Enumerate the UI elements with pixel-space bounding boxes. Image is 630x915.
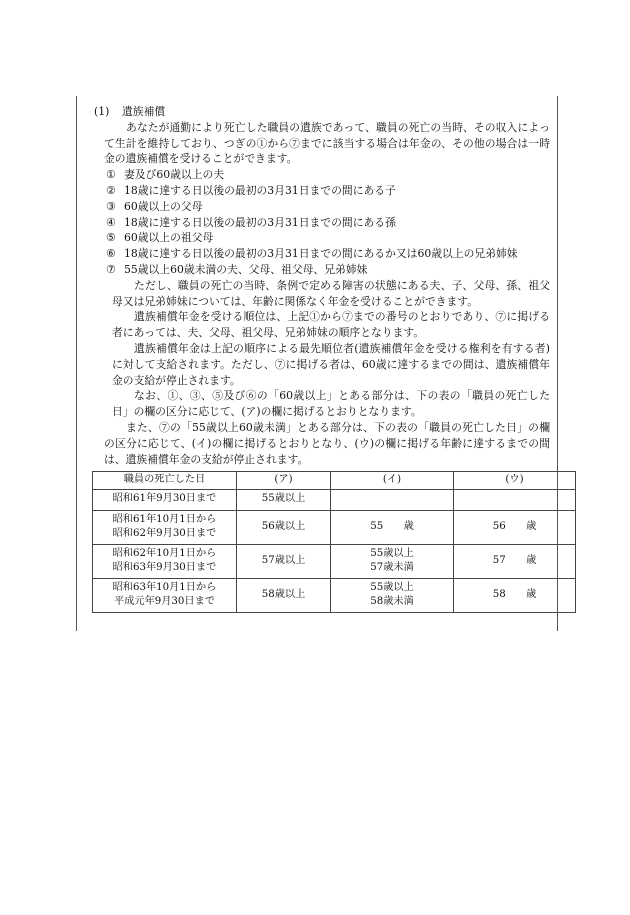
col-a-cell: 56歳以上 bbox=[237, 510, 331, 544]
table-row bbox=[93, 544, 576, 578]
table-row bbox=[93, 578, 576, 612]
intro-paragraph: あなたが通勤により死亡した職員の遺族であって、職員の死亡の当時、その収入によって生計を維持しており、つぎの①から⑦までに該当する場合は年金の、その他の場合は一時金の遺族補償を受けることができます。 bbox=[104, 120, 550, 166]
col-i-cell: 55歳以上 57歳未満 bbox=[331, 544, 454, 578]
date-cell: 昭和62年10月1日から 昭和63年9月30日まで bbox=[93, 544, 237, 578]
date-cell: 昭和63年10月1日から 平成元年9月30日まで bbox=[93, 578, 237, 612]
col-i-cell: 55 歳 bbox=[331, 510, 454, 544]
note-paragraph: 遺族補償年金を受ける順位は、上記①から⑦までの番号のとおりであり、⑦に掲げる者にあっては、夫、父母、祖父母、兄弟姉妹の順序となります。 bbox=[112, 310, 550, 340]
table-header: (ウ) bbox=[454, 472, 576, 490]
section-heading bbox=[94, 104, 550, 120]
col-a-cell: 57歳以上 bbox=[237, 544, 331, 578]
col-u-cell: 57 歳 bbox=[454, 544, 576, 578]
eligible-list bbox=[94, 167, 550, 278]
note-paragraph: ただし、職員の死亡の当時、条例で定める障害の状態にある夫、子、父母、孫、祖父母又は兄弟姉妹については、年齢に関係なく年金を受けることができます。 bbox=[112, 278, 550, 308]
list-item: ⑥ 18歳に達する日以後の最初の3月31日までの間にあるか又は60歳以上の兄弟姉妹 bbox=[106, 247, 518, 261]
list-item: ① 妻及び60歳以上の夫 bbox=[106, 168, 225, 182]
list-item: ④ 18歳に達する日以後の最初の3月31日までの間にある孫 bbox=[106, 215, 396, 229]
col-u-cell bbox=[454, 489, 576, 510]
col-a-cell: 58歳以上 bbox=[237, 578, 331, 612]
list-item: ⑦ 55歳以上60歳未満の夫、父母、祖父母、兄弟姉妹 bbox=[106, 262, 368, 276]
note-paragraph: なお、①、③、⑤及び⑥の「60歳以上」とある部分は、下の表の「職員の死亡した日」の欄の区分に応じて、(ア)の欄に掲げるとおりとなります。 bbox=[112, 389, 550, 419]
note-paragraph: 遺族補償年金は上記の順序による最先順位者(遺族補償年金を受ける権利を有する者)に対して支給されます。ただし、⑦に掲げる者は、60歳に達するまでの間は、遺族補償年金の支給が停止されます。 bbox=[112, 341, 550, 387]
table-header: (ア) bbox=[237, 472, 331, 490]
table-header: (イ) bbox=[331, 472, 454, 490]
col-u-cell: 58 歳 bbox=[454, 578, 576, 612]
table-row bbox=[93, 510, 576, 544]
table-header: 職員の死亡した日 bbox=[93, 472, 237, 490]
date-cell: 昭和61年9月30日まで bbox=[93, 489, 237, 510]
list-item: ⑤ 60歳以上の祖父母 bbox=[106, 231, 214, 245]
col-i-cell bbox=[331, 489, 454, 510]
age-table bbox=[92, 471, 576, 613]
list-item: ③ 60歳以上の父母 bbox=[106, 199, 203, 213]
table-row bbox=[93, 489, 576, 510]
col-i-cell: 55歳以上 58歳未満 bbox=[331, 578, 454, 612]
section-number: (1) bbox=[94, 105, 110, 118]
document-body bbox=[94, 104, 550, 467]
list-item: ② 18歳に達する日以後の最初の3月31日までの間にある子 bbox=[106, 183, 396, 197]
section-title: 遺族補償 bbox=[122, 105, 166, 118]
col-a-cell: 55歳以上 bbox=[237, 489, 331, 510]
date-cell: 昭和61年10月1日から 昭和62年9月30日まで bbox=[93, 510, 237, 544]
note-paragraph: また、⑦の「55歳以上60歳未満」とある部分は、下の表の「職員の死亡した日」の欄の区分に応じて、(イ)の欄に掲げるとおりとなり、(ウ)の欄に掲げる年齢に達するまでの間は、遺族補償年金の支給が停止されます。 bbox=[104, 420, 550, 466]
col-u-cell: 56 歳 bbox=[454, 510, 576, 544]
